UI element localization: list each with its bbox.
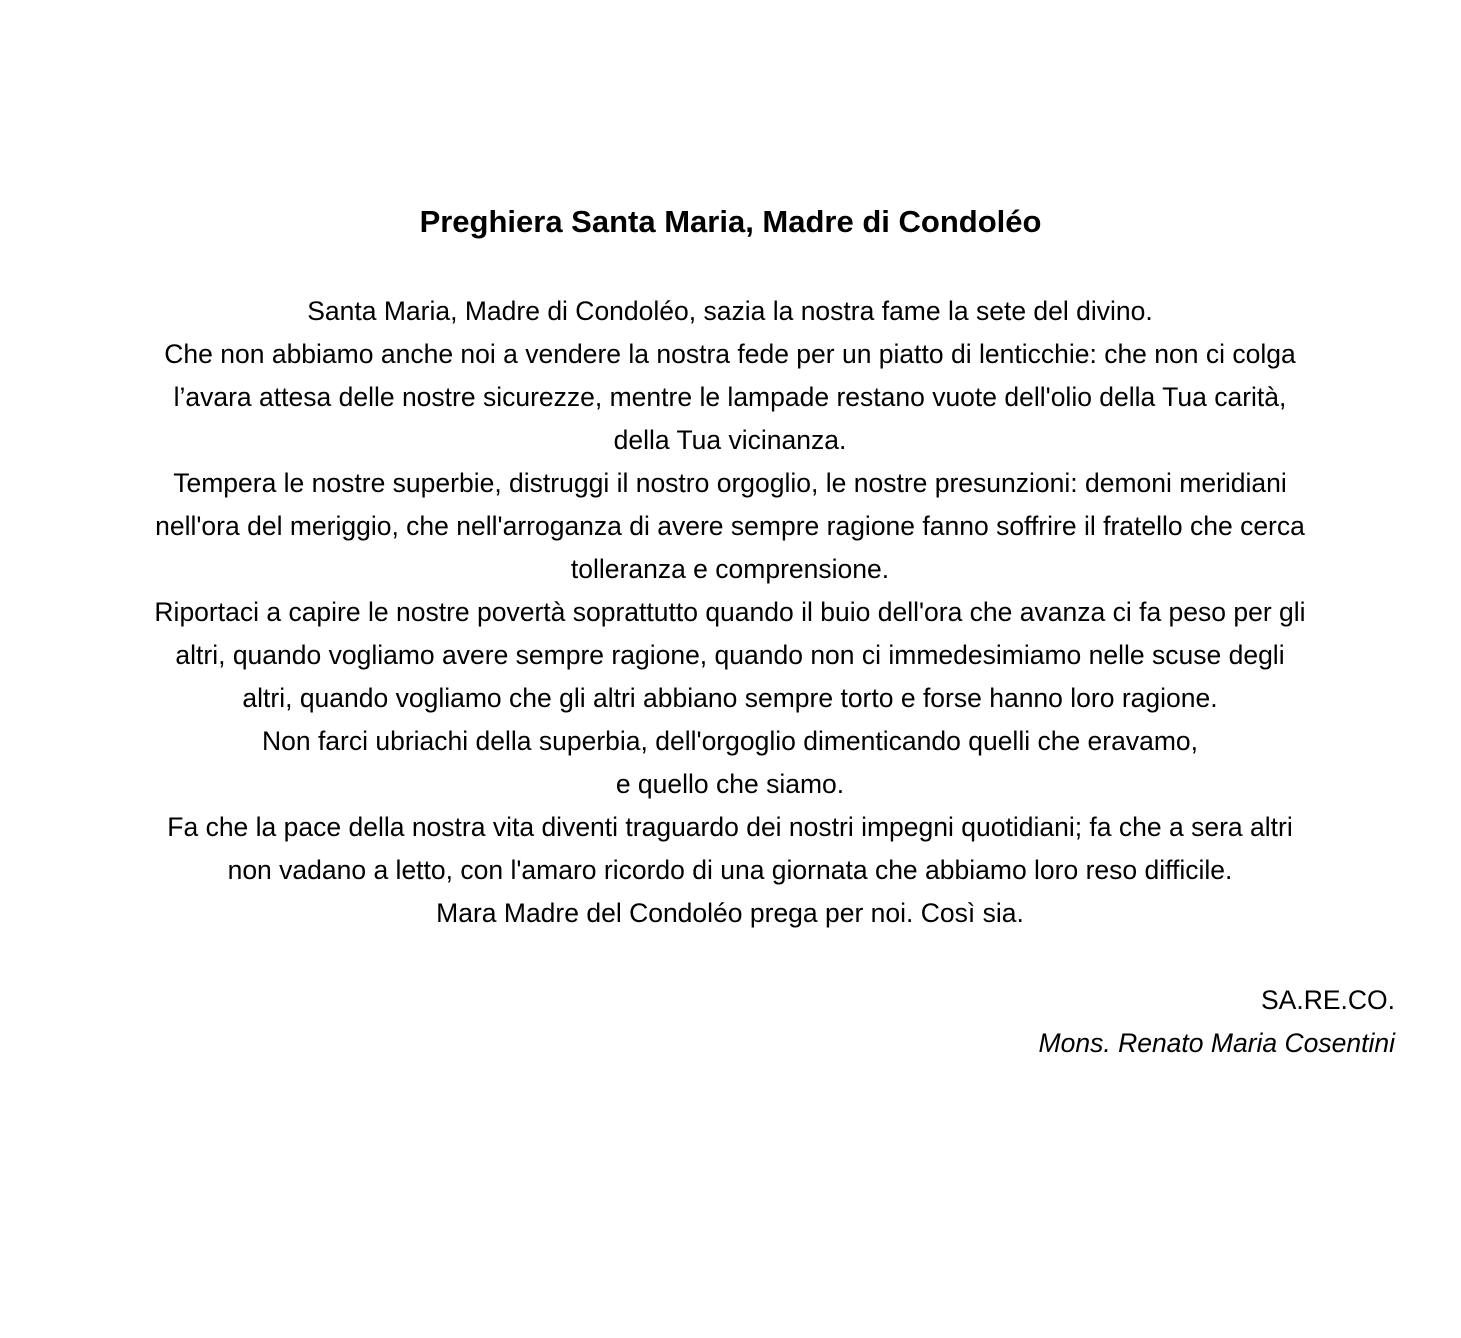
prayer-line: Mara Madre del Condoléo prega per noi. Così sia. xyxy=(436,898,1024,928)
prayer-body xyxy=(55,290,1405,935)
signature-author: Mons. Renato Maria Cosentini xyxy=(1038,1028,1395,1058)
prayer-line: Non farci ubriachi della superbia, dell'orgoglio dimenticando quelli che eravamo, xyxy=(261,726,1199,756)
prayer-line: altri, quando vogliamo che gli altri abbiano sempre torto e forse hanno loro ragione. xyxy=(242,683,1218,713)
prayer-line: l’avara attesa delle nostre sicurezze, mentre le lampade restano vuote dell'olio della Tua carità, xyxy=(173,382,1287,412)
prayer-line: Santa Maria, Madre di Condoléo, sazia la nostra fame la sete del divino. xyxy=(307,296,1153,326)
signature-block xyxy=(1039,979,1395,1065)
signature-org: SA.RE.CO. xyxy=(1260,985,1395,1015)
prayer-line: non vadano a letto, con l'amaro ricordo di una giornata che abbiamo loro reso difficile. xyxy=(227,855,1233,885)
prayer-line: Tempera le nostre superbie, distruggi il nostro orgoglio, le nostre presunzioni: demoni meridiani xyxy=(173,468,1287,498)
prayer-line: Riportaci a capire le nostre povertà soprattutto quando il buio dell'ora che avanza ci fa peso per gli xyxy=(154,597,1306,627)
document-title: Preghiera Santa Maria, Madre di Condoléo xyxy=(419,204,1042,239)
prayer-line: Fa che la pace della nostra vita diventi traguardo dei nostri impegni quotidiani; fa che a sera altri xyxy=(167,812,1293,842)
prayer-line: tolleranza e comprensione. xyxy=(570,554,890,584)
prayer-line: della Tua vicinanza. xyxy=(613,425,847,455)
prayer-line: e quello che siamo. xyxy=(615,769,845,799)
prayer-line: altri, quando vogliamo avere sempre ragione, quando non ci immedesimiamo nelle scuse degli xyxy=(175,640,1285,670)
prayer-line: nell'ora del meriggio, che nell'arroganza di avere sempre ragione fanno soffrire il fratello che cerca xyxy=(155,511,1305,541)
prayer-line: Che non abbiamo anche noi a vendere la nostra fede per un piatto di lenticchie: che non ci colga xyxy=(164,339,1296,369)
